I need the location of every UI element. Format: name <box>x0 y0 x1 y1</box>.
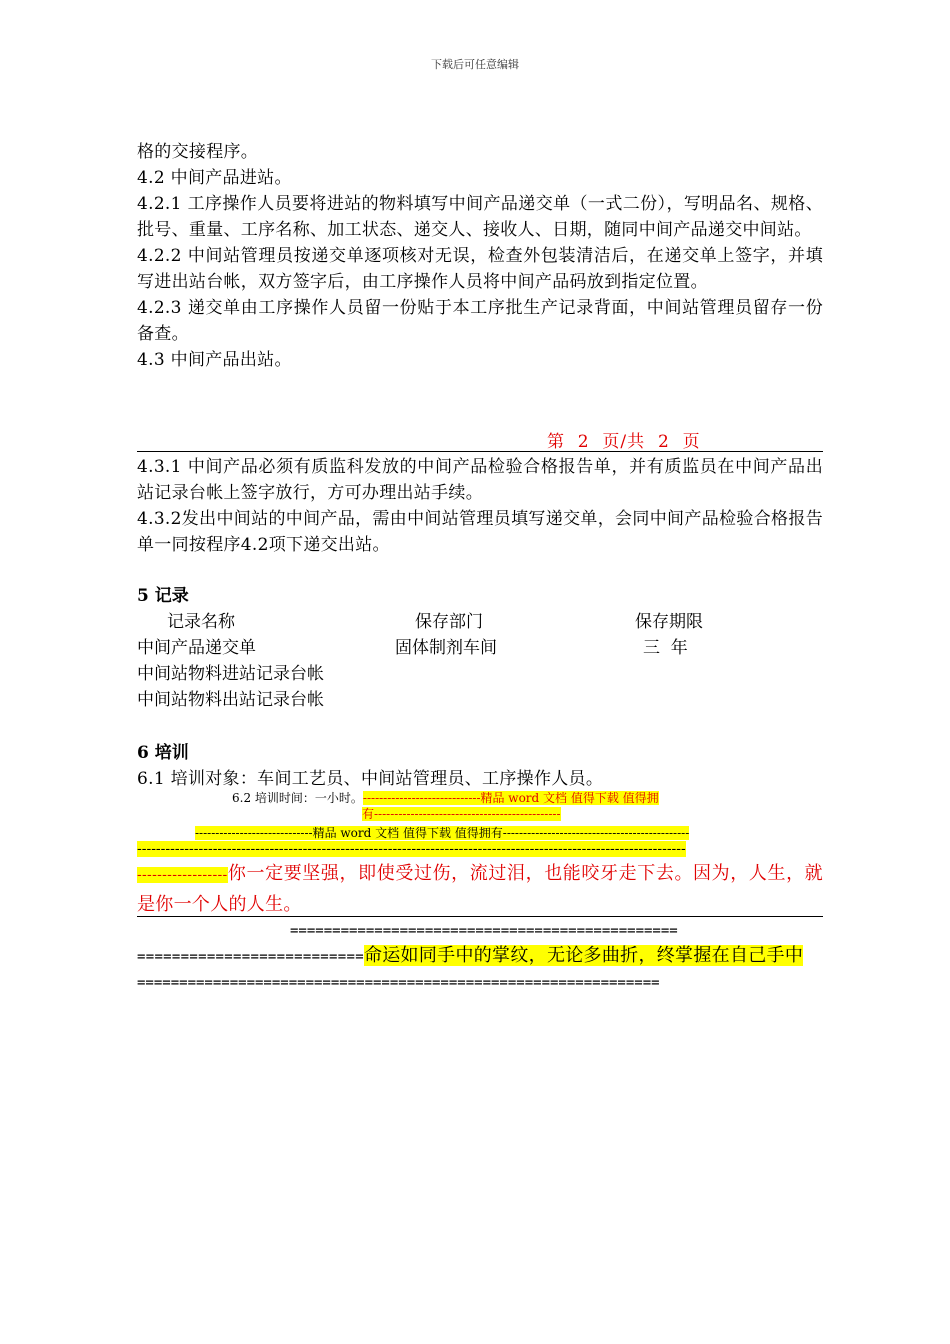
promo-text: -----------------------------精品 word 文档 值得下载 值得拥 <box>362 791 659 805</box>
record-name: 中间产品递交单 <box>137 638 256 658</box>
page-divider <box>137 451 823 452</box>
section-title: 5 记录 <box>137 586 189 606</box>
motto-text <box>137 942 823 970</box>
records-header-row <box>137 609 823 635</box>
paragraph: 格的交接程序。 <box>137 142 259 162</box>
promo-banner-text: -----------------------------精品 word 文档 值得下载 值得拥有---------------------------------------------- <box>195 826 690 840</box>
record-period: 三 年 <box>643 638 688 658</box>
training-section <box>137 740 823 792</box>
promo-text: 有---------------------------------------------- <box>362 807 561 821</box>
promo-continuation <box>232 806 732 822</box>
motto-text <box>137 859 823 920</box>
col-header-name: 记录名称 <box>167 612 235 632</box>
body-block-2 <box>137 454 823 558</box>
paragraph: 4.2.2 中间站管理员按递交单逐项核对无误，检查外包装清洁后，在递交单上签字，并填写进出站台帐，双方签字后，由工序操作人员将中间产品码放到指定位置。 <box>137 246 823 292</box>
records-row <box>137 635 823 661</box>
motto-block-1 <box>137 839 823 920</box>
paragraph: 4.2.1 工序操作人员要将进站的物料填写中间产品递交单（一式二份），写明品名、规格、批号、重量、工序名称、加工状态、递交人、接收人、日期，随同中间产品递交中间站。 <box>137 194 823 240</box>
paragraph: 6.1 培训对象：车间工艺员、中间站管理员、工序操作人员。 <box>137 769 604 789</box>
motto-sentence: 你一定要坚强，即使受过伤，流过泪，也能咬牙走下去。因为，人生，就是你一个人的人生。 <box>137 863 823 915</box>
paragraph: 4.3.2发出中间站的中间产品，需由中间站管理员填写递交单，会同中间产品检验合格报告单一同按程序4.2项下递交出站。 <box>137 509 823 555</box>
training-time-line <box>232 790 732 822</box>
training-time <box>232 790 732 806</box>
eq-line-top <box>290 920 823 942</box>
record-name: 中间站物料出站记录台帐 <box>137 690 324 710</box>
paragraph: 4.2 中间产品进站。 <box>137 168 292 188</box>
col-header-period: 保存期限 <box>635 612 703 632</box>
dash-separator: -------------------------------------------------------------------------------------------------------------------- <box>137 841 686 857</box>
page-header: 下载后可任意编辑 <box>431 58 519 71</box>
col-header-dept: 保存部门 <box>415 612 483 632</box>
section-heading: 4.3 中间产品出站。 <box>137 350 292 370</box>
record-dept: 固体制剂车间 <box>395 638 497 658</box>
motto-divider <box>137 916 823 917</box>
records-section <box>137 583 823 713</box>
training-time-text: 6.2 培训时间：一小时。 <box>232 791 363 805</box>
paragraph: 4.3.1 中间产品必须有质监科发放的中间产品检验合格报告单，并有质监员在中间产品出站记录台帐上签字放行，方可办理出站手续。 <box>137 457 823 503</box>
page-number: 第 2 页/共 2 页 <box>547 432 701 452</box>
eq-prefix: ========================== <box>137 949 364 965</box>
body-block-1 <box>137 139 823 373</box>
records-row <box>137 687 823 713</box>
records-row <box>137 661 823 687</box>
eq-separator: ============================================================== <box>137 975 660 991</box>
motto-block-2 <box>137 942 823 994</box>
eq-separator: ============================================== <box>290 923 678 939</box>
section-title: 6 培训 <box>137 743 189 763</box>
record-name: 中间站物料进站记录台帐 <box>137 664 324 684</box>
motto-sentence: 命运如同手中的掌纹，无论多曲折，终掌握在自己手中 <box>363 945 804 966</box>
dash-prefix: ------------------ <box>137 867 228 883</box>
paragraph: 4.2.3 递交单由工序操作人员留一份贴于本工序批生产记录背面，中间站管理员留存一份备查。 <box>137 298 823 344</box>
